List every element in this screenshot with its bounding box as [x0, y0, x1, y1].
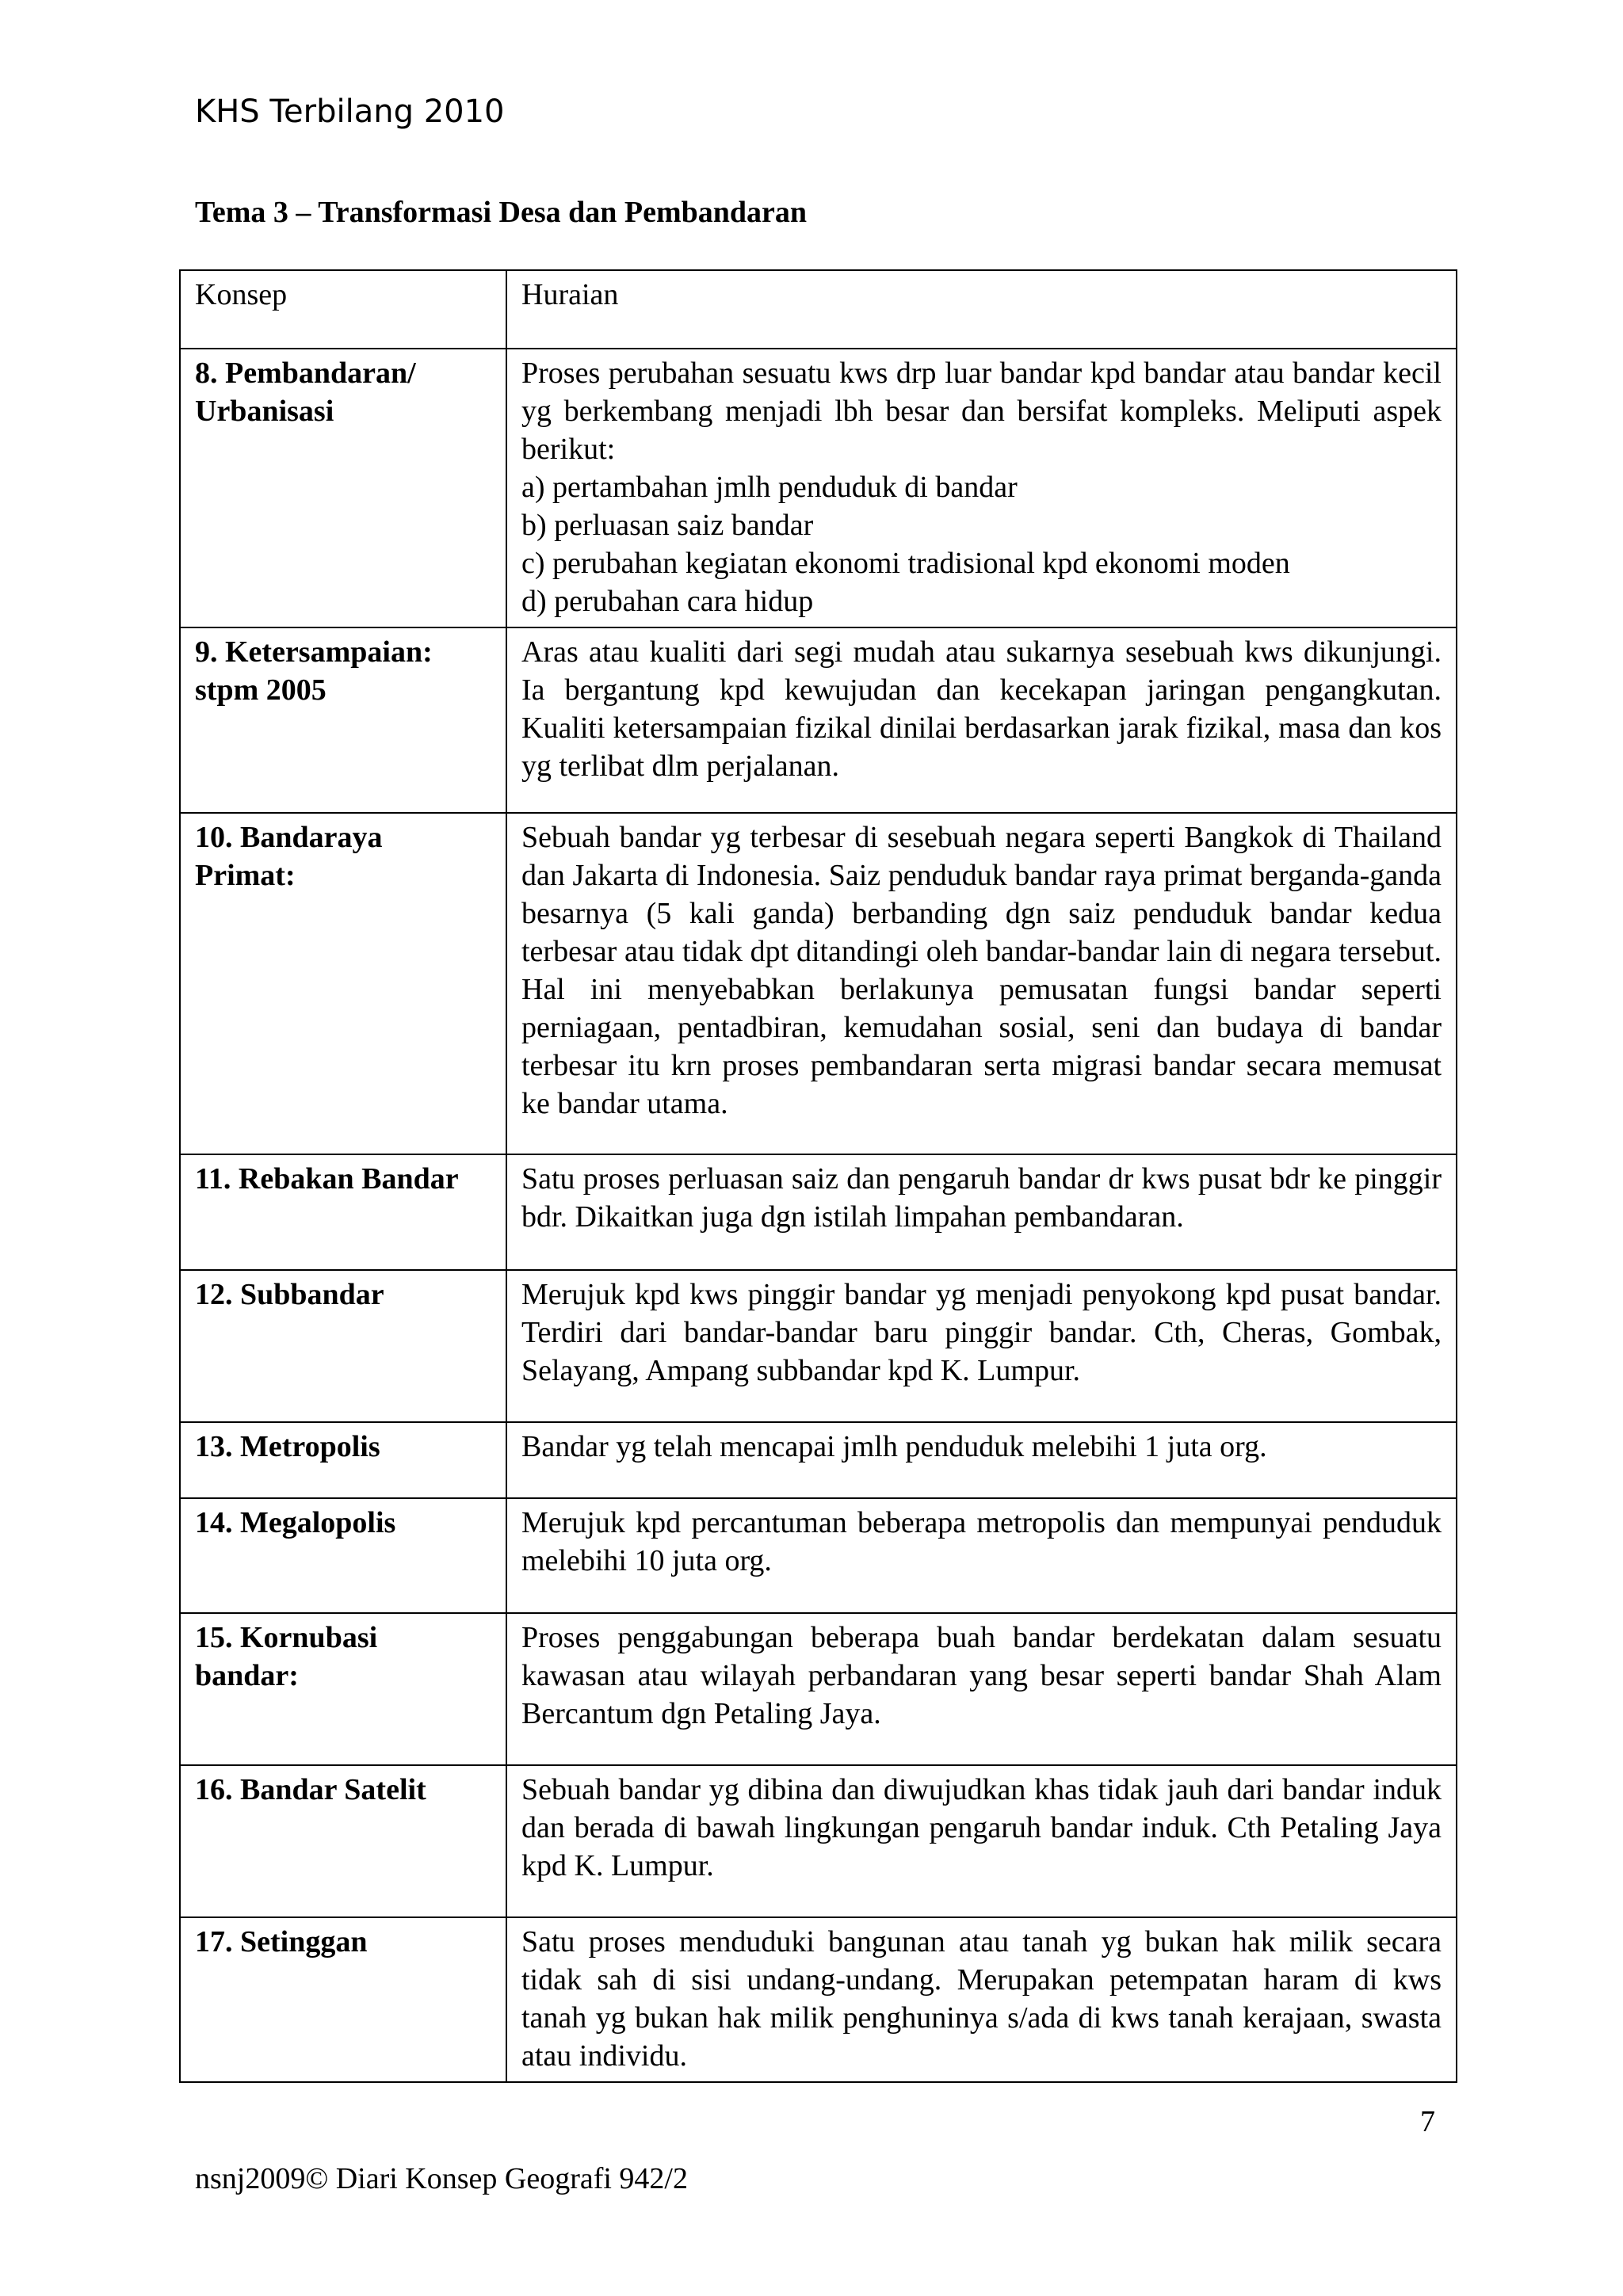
concept-description: Aras atau kualiti dari segi mudah atau sukarnya sesebuah kws dikunjungi. Ia bergantung kpd kewujudan dan kecekapan jaringan pengangkutan. Kualiti ketersampaian fizikal dinilai berdasarkan jarak fizikal, masa dan kos yg terlibat dlm perjalanan.: [506, 627, 1457, 813]
concept-term: 14. Megalopolis: [180, 1498, 506, 1613]
table-row: [180, 1422, 1457, 1498]
concept-description: Merujuk kpd percantuman beberapa metropolis dan mempunyai penduduk melebihi 10 juta org.: [506, 1498, 1457, 1613]
concept-description: Proses perubahan sesuatu kws drp luar bandar kpd bandar atau bandar kecil yg berkembang menjadi lbh besar dan bersifat kompleks. Meliputi aspek berikut: a) pertambahan jmlh penduduk di bandar b) perluasan saiz bandar c) perubahan kegiatan ekonomi tradisional kpd ekonomi moden d) perubahan cara hidup: [506, 349, 1457, 627]
concept-description: Sebuah bandar yg terbesar di sesebuah negara seperti Bangkok di Thailand dan Jakarta di Indonesia. Saiz penduduk bandar raya primat berganda-ganda besarnya (5 kali ganda) berbanding dgn saiz penduduk bandar kedua terbesar atau tidak dpt ditandingi oleh bandar-bandar lain di negara tersebut. Hal ini menyebabkan berlakunya pemusatan fungsi bandar seperti perniagaan, pentadbiran, kemudahan sosial, seni dan budaya di bandar terbesar itu krn proses pembandaran serta migrasi bandar secara memusat ke bandar utama.: [506, 813, 1457, 1154]
concept-description: Satu proses perluasan saiz dan pengaruh bandar dr kws pusat bdr ke pinggir bdr. Dikaitkan juga dgn istilah limpahan pembandaran.: [506, 1154, 1457, 1270]
table-row: [180, 349, 1457, 627]
concept-table: [179, 269, 1457, 2083]
column-header-konsep: Konsep: [180, 270, 506, 349]
footer-credit: nsnj2009© Diari Konsep Geografi 942/2: [195, 2162, 688, 2195]
concept-description: Merujuk kpd kws pinggir bandar yg menjadi penyokong kpd pusat bandar. Terdiri dari bandar-bandar baru pinggir bandar. Cth, Cheras, Gombak, Selayang, Ampang subbandar kpd K. Lumpur.: [506, 1270, 1457, 1422]
concept-term: 16. Bandar Satelit: [180, 1765, 506, 1917]
concept-term: 8. Pembandaran/ Urbanisasi: [180, 349, 506, 627]
concept-description: Sebuah bandar yg dibina dan diwujudkan khas tidak jauh dari bandar induk dan berada di bawah lingkungan pengaruh bandar induk. Cth Petaling Jaya kpd K. Lumpur.: [506, 1765, 1457, 1917]
page-title: Tema 3 – Transformasi Desa dan Pembandaran: [195, 196, 808, 229]
running-header: KHS Terbilang 2010: [195, 93, 505, 130]
table-header-row: [180, 270, 1457, 349]
concept-description: Bandar yg telah mencapai jmlh penduduk melebihi 1 juta org.: [506, 1422, 1457, 1498]
table-row: [180, 1613, 1457, 1765]
concept-term: 9. Ketersampaian: stpm 2005: [180, 627, 506, 813]
concept-term: 11. Rebakan Bandar: [180, 1154, 506, 1270]
column-header-huraian: Huraian: [506, 270, 1457, 349]
concept-term: 17. Setinggan: [180, 1917, 506, 2082]
page-number: 7: [1420, 2105, 1435, 2138]
table-row: [180, 1270, 1457, 1422]
table-row: [180, 1498, 1457, 1613]
concept-term: 13. Metropolis: [180, 1422, 506, 1498]
table-row: [180, 1154, 1457, 1270]
table-row: [180, 1917, 1457, 2082]
table-row: [180, 813, 1457, 1154]
concept-term: 12. Subbandar: [180, 1270, 506, 1422]
concept-term: 10. Bandaraya Primat:: [180, 813, 506, 1154]
table-row: [180, 1765, 1457, 1917]
concept-description: Satu proses menduduki bangunan atau tanah yg bukan hak milik secara tidak sah di sisi undang-undang. Merupakan petempatan haram di kws tanah yg bukan hak milik penghuninya s/ada di kws tanah kerajaan, swasta atau individu.: [506, 1917, 1457, 2082]
concept-term: 15. Kornubasi bandar:: [180, 1613, 506, 1765]
concept-description: Proses penggabungan beberapa buah bandar berdekatan dalam sesuatu kawasan atau wilayah perbandaran yang besar seperti bandar Shah Alam Bercantum dgn Petaling Jaya.: [506, 1613, 1457, 1765]
table-row: [180, 627, 1457, 813]
